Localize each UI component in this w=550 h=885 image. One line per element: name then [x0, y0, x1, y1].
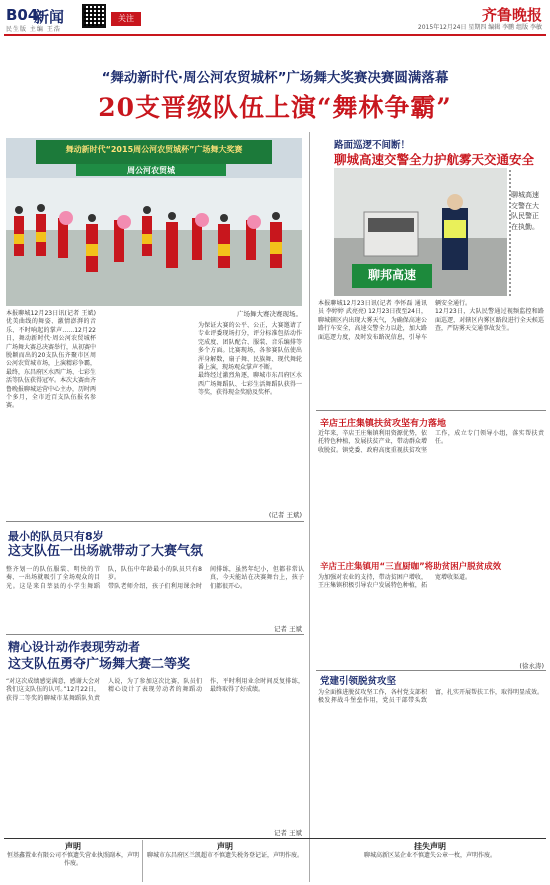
column-divider [309, 132, 310, 882]
section-divider-1 [6, 521, 304, 522]
traffic-sign-text: 聊邦高速 [367, 268, 416, 282]
traffic-photo-caption: 聊城高速交警在大队民警正在执勤。 [511, 191, 539, 231]
dateline: 2015年12月24日 星期四 编辑 李鹏 组版 李敏 [417, 24, 542, 31]
poverty-signature: (徐永涛) [519, 662, 544, 670]
dance-photo [6, 138, 302, 306]
lead-body-col3: 为保证大赛的公平、公正，大赛邀请了专业评委现场打分，评分标准包括动作完成度、团队配合、服装、音乐编排等多个方面。比赛现场，各参赛队伍使出浑身解数，扇子舞、民族舞、现代舞轮番上演，现场观众掌声不断。 最终经过激烈角逐，聊城市东昌府区水西广场舞蹈队、七彩生活舞蹈队获得一等奖，获得现金奖励及奖杯。 [198, 322, 302, 397]
lead-photo-caption: 广场舞大赛决赛现场。 [237, 310, 302, 318]
traffic-photo [334, 168, 507, 296]
footer-divider-1 [142, 840, 143, 882]
traffic-headline: 聊城高速交警全力护航雾天交通安全 [334, 152, 535, 167]
poverty-body-1: 近年来，辛店王庄集镇利用资源优势，依托特色种植，发展扶贫产业，带动群众增收脱贫。镇党委、政府高度重视扶贫攻坚工作，成立专门领导小组，落实帮扶责任。 [318, 430, 544, 454]
footer-notice-2-text: 聊城市东昌府区兰凯超市不慎遗失税务登记证，声明作废。 [146, 852, 303, 859]
kid-body: 整齐划一的队伍服装、明快的节奏、一出场就吸引了全场观众的目光。这是来自莘县的小学生舞蹈队，队伍中年龄最小的队员只有8岁。 带队老师介绍，孩子们利用课余时间排练，虽然年纪小，但都非常认真，今天能站在决赛舞台上，孩子们都很开心。 [6, 566, 304, 590]
footer-notice-2-title: 声明 [217, 842, 233, 851]
photo-banner-text: 舞动新时代“2015周公河农贸城杯”广场舞大奖赛 [65, 145, 243, 154]
poverty-headline-2: 辛店王庄集镇用“三直厨咖”将助贫困户脱贫成效 [320, 562, 502, 572]
footer-notice-1-title: 声明 [65, 842, 81, 851]
worker-body: “对这次成绩感觉满意，感谢大会对我们这支队伍的认可。”12月22日，获得二等奖的聊城市某舞蹈队负责人说，为了参加这次比赛，队员们精心设计了表现劳动者的舞蹈动作，平时利用业余时间反复排练，最终取得了好成绩。 [6, 678, 304, 702]
footer-notice-3-text: 聊城高新区某企业不慎遗失公章一枚，声明作废。 [363, 852, 496, 859]
lead-body-col1: 本报聊城12月23日讯(记者 王斌) 优美曲线的舞姿、激情澎湃的音乐、不时响起的掌声……12月22日，舞动新时代·周公河农贸城杯广场舞大赛总决赛举行，从初赛中脱颖而出的20支队伍齐聚市区周公河农贸城市场，上演精彩争霸，最终，东昌府区水西广场、七彩生活等队伍获得冠军。本次大赛由齐鲁晚报聊城运营中心主办，历时两个多月，全市近百支队伍报名参赛。 [6, 310, 98, 410]
traffic-kicker: 路面巡逻不间断！ [334, 140, 411, 151]
footer-rule [4, 838, 546, 839]
worker-headline: 这支队伍勇夺广场舞大赛二等奖 [8, 657, 191, 672]
section-subline: 民生版 主编 王浩 [6, 26, 61, 33]
worker-signature: 记者 王斌 [273, 829, 302, 837]
lead-signature: (记者 王斌) [268, 511, 302, 519]
lead-body-col2 [101, 322, 193, 518]
worker-kicker: 精心设计动作表现劳动者 [8, 640, 141, 654]
qr-code-icon [82, 4, 106, 28]
footer-notice-3-title: 挂失声明 [414, 842, 446, 851]
party-box-body: 为全面推进脱贫攻坚工作，各村党支部积极发挥战斗堡垒作用，党员干部带头致富，扎实开展帮扶工作，取得明显成效。 [318, 689, 544, 705]
follow-badge: 关注 [111, 12, 141, 26]
page-number: B04 [6, 6, 39, 24]
footer-divider-2 [309, 840, 310, 882]
section-divider-4 [6, 634, 304, 635]
section-divider-2 [316, 410, 546, 411]
header-rule [4, 34, 546, 36]
lead-kicker: “舞动新时代·周公河农贸城杯”广场舞大奖赛决赛圆满落幕 [101, 70, 449, 86]
footer-notice-1-text: 恒基鑫置业有限公司不慎遗失营业执照副本，声明作废。 [6, 852, 139, 867]
traffic-body: 本报聊城12月23日讯(记者 李怀磊 通讯员 李婷婷 武亮亮) 12月23日夜至24日，聊城辖区内出现大雾天气，为确保高速公路行车安全，高速交警全力以赴，加大路面巡逻力度，及时发布路况信息，引导车辆安全通行。 12月23日，大队民警通过视频监控和路面巡逻，对辖区内雾区路段进行全天候巡查，严防雾天交通事故发生。 [318, 300, 544, 341]
kid-headline: 这支队伍一出场就带动了大赛气氛 [8, 544, 204, 559]
poverty-headline-1: 辛店王庄集镇扶贫攻坚有力落地 [320, 419, 447, 429]
poverty-body-2: 为加强对农业的支持，带动贫困户增收，王庄集镇积极引导农户发展特色种植，拓宽增收渠道。 [318, 574, 472, 590]
dance-photo-drawing [6, 138, 302, 306]
party-box-title: 党建引领脱贫攻坚 [320, 676, 397, 687]
photo-sign-text: 周公河农贸城 [127, 166, 175, 175]
masthead-logo: 齐鲁晚报 [481, 6, 542, 24]
kid-kicker: 最小的队员只有8岁 [8, 530, 104, 543]
section-name: 新闻 [34, 8, 65, 26]
lead-headline: 20支晋级队伍上演“舞林争霸” [98, 93, 452, 122]
section-divider-3 [316, 670, 546, 671]
kid-signature: 记者 王斌 [273, 625, 302, 633]
